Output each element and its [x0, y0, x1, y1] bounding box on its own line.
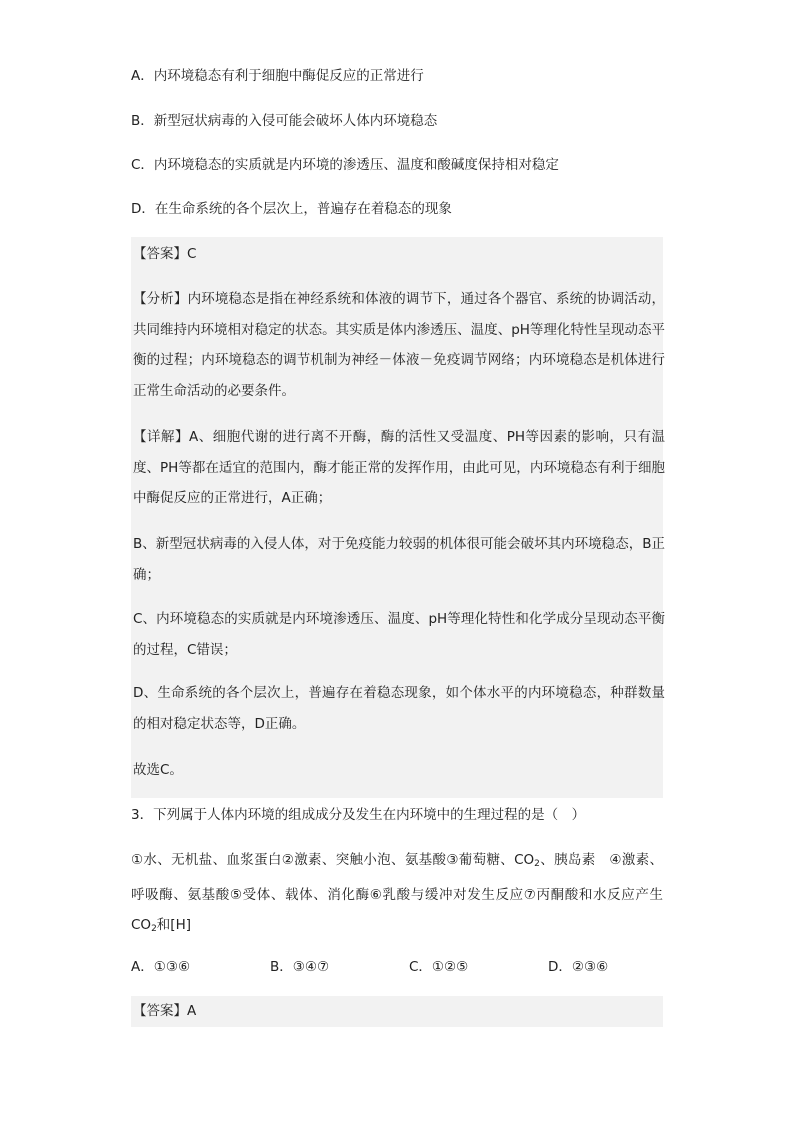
- detail-paragraph-a: 【详解】A、细胞代谢的进行离不开酶，酶的活性又受温度、PH等因素的影响，只有温度、PH等都在适宜的范围内，酶才能正常的发挥作用，由此可见，内环境稳态有利于细胞中酶促反应的正常进行，A正确；: [133, 429, 665, 506]
- option-c-text: C．内环境稳态的实质就是内环境的渗透压、温度和酸碱度保持相对稳定: [131, 157, 559, 173]
- items-text-1: ①水、无机盐、血浆蛋白②激素、突触小泡、氨基酸③葡萄糖、CO: [131, 852, 535, 868]
- items-text-3: 和[H]: [156, 917, 191, 933]
- answer-label-2: 【答案】A: [133, 1003, 197, 1019]
- option-b-text: B．新型冠状病毒的入侵可能会破坏人体内环境稳态: [131, 113, 438, 129]
- detail-paragraph-c: C、内环境稳态的实质就是内环境渗透压、温度、pH等理化特性和化学成分呈现动态平衡的过程，C错误；: [133, 611, 665, 658]
- analysis-paragraph: 【分析】内环境稳态是指在神经系统和体液的调节下，通过各个器官、系统的协调活动，共同维持内环境相对稳定的状态。其实质是体内渗透压、温度、pH等理化特性呈现动态平衡的过程；内环境稳态的调节机制为神经－体液－免疫调节网络；内环境稳态是机体进行正常生命活动的必要条件。: [133, 291, 665, 399]
- q3-option-b: B．③④⑦: [270, 959, 330, 975]
- subscript-2b: 2: [151, 924, 157, 934]
- question-3-items: [131, 845, 663, 945]
- items-text-2: 、胰岛素 ④激素、呼吸酶、氨基酸⑤受体、载体、消化酶⑥乳酸与缓冲对发生反应⑦丙酮酸和水反应产生 CO: [131, 852, 663, 933]
- q3-option-a: A．①③⑥: [131, 959, 191, 975]
- option-d-text: D．在生命系统的各个层次上，普遍存在着稳态的现象: [131, 201, 452, 217]
- question-3-stem: 3．下列属于人体内环境的组成成分及发生在内环境中的生理过程的是（ ）: [131, 807, 586, 823]
- detail-paragraph-d: D、生命系统的各个层次上，普遍存在着稳态现象，如个体水平的内环境稳态，种群数量的相对稳定状态等，D正确。: [133, 685, 665, 732]
- detail-paragraph-b: B、新型冠状病毒的入侵人体，对于免疫能力较弱的机体很可能会破坏其内环境稳态，B正确；: [133, 536, 665, 583]
- question-3-options: [131, 957, 663, 977]
- q3-option-c: C．①②⑤: [409, 959, 469, 975]
- subscript-2: 2: [534, 859, 540, 869]
- conclusion-text: 故选C。: [133, 762, 183, 778]
- answer-box-2: [131, 996, 663, 1027]
- answer-explanation-box: [131, 237, 663, 798]
- option-a-text: A．内环境稳态有利于细胞中酶促反应的正常进行: [131, 68, 424, 84]
- answer-label: 【答案】C: [133, 246, 197, 262]
- q3-option-d: D．②③⑥: [548, 959, 609, 975]
